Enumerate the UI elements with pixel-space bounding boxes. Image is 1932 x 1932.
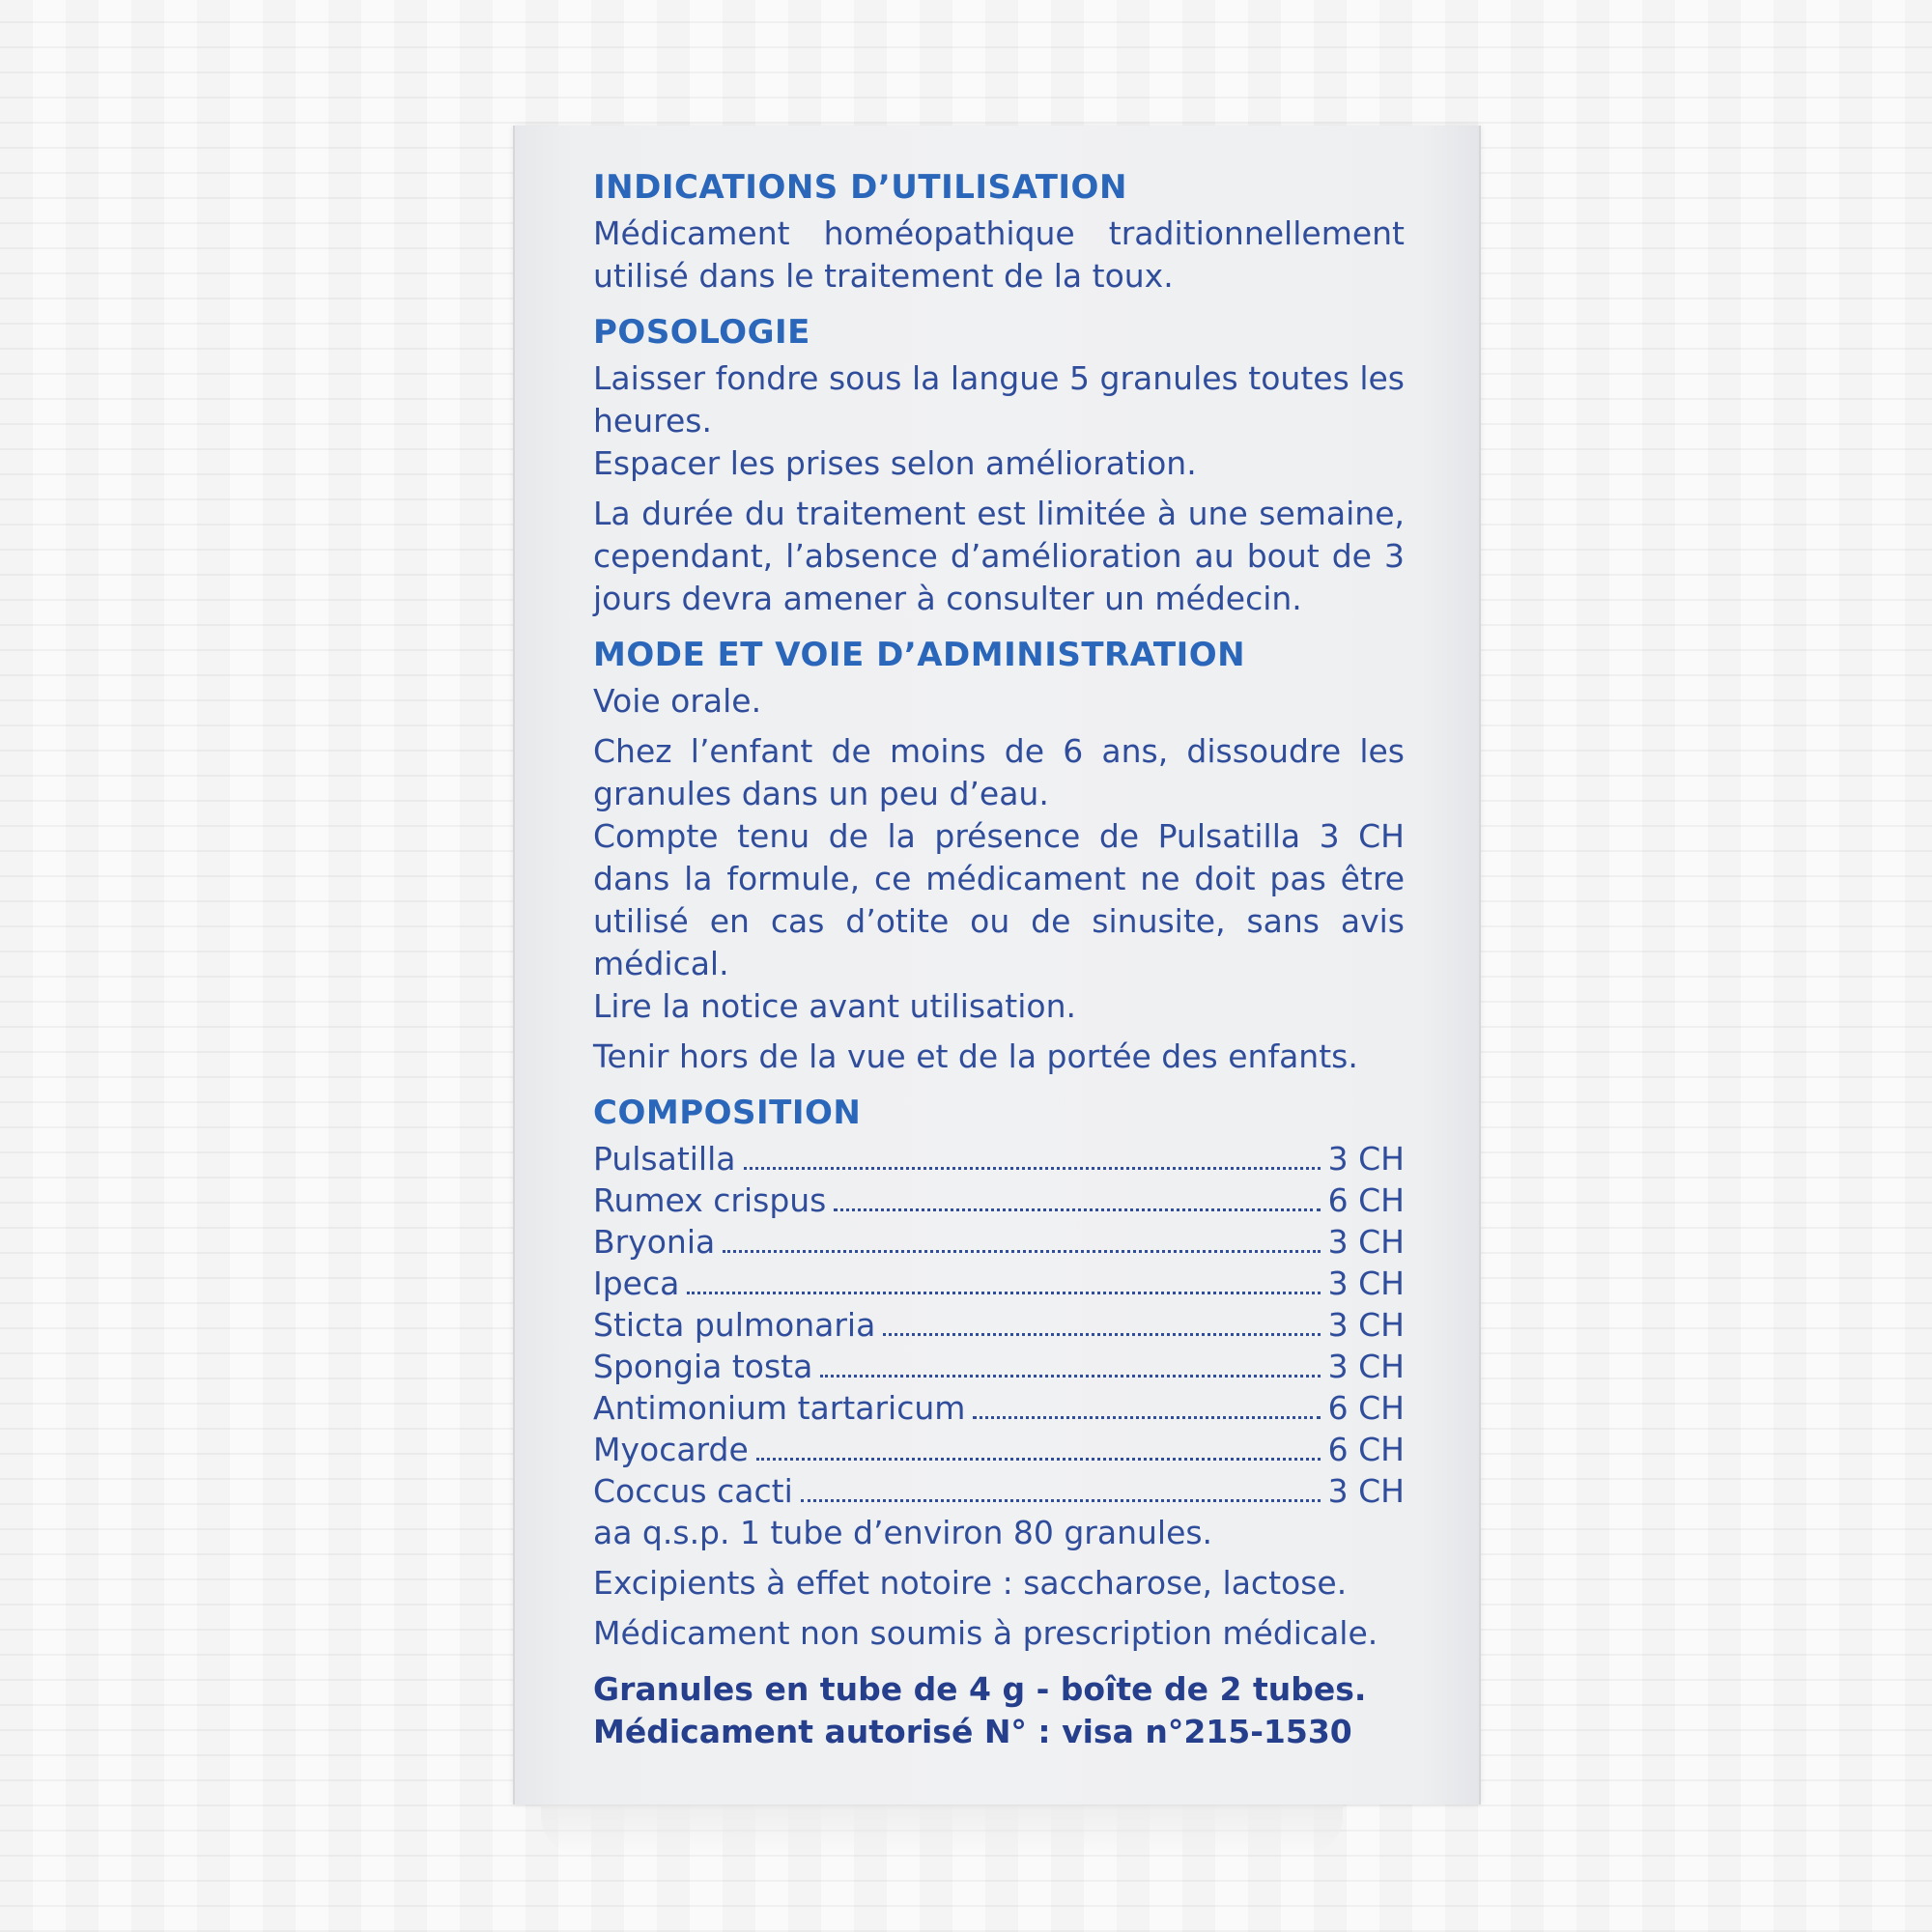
packaging-text: Granules en tube de 4 g - boîte de 2 tubes.	[593, 1670, 1367, 1708]
leader-dots	[834, 1208, 1320, 1211]
excipients-text: Excipients à effet notoire : saccharose, lactose.	[593, 1564, 1348, 1602]
mode-warning-text: Compte tenu de la présence de Pulsatilla 3 CH dans la formule, ce médicament ne doit pas être utilisé en cas d’otite ou de sinusite, sans avis médical.	[593, 817, 1405, 982]
leader-dots	[756, 1458, 1321, 1461]
ingredient-dose: 6 CH	[1327, 1389, 1405, 1427]
ingredient-name: Spongia tosta	[593, 1348, 813, 1385]
composition-row	[593, 1138, 1405, 1179]
posologie-heading: POSOLOGIE	[593, 313, 810, 352]
ingredient-name: Coccus cacti	[593, 1472, 793, 1510]
leader-dots	[883, 1333, 1320, 1336]
ingredient-name: Myocarde	[593, 1431, 749, 1468]
leader-dots	[801, 1499, 1321, 1502]
ingredient-dose: 3 CH	[1327, 1472, 1405, 1510]
composition-row	[593, 1387, 1405, 1429]
leader-dots	[687, 1292, 1320, 1294]
composition-row	[593, 1221, 1405, 1263]
prescription-status-text: Médicament non soumis à prescription médicale.	[593, 1614, 1378, 1652]
ingredient-dose: 3 CH	[1327, 1306, 1405, 1344]
ingredient-dose: 6 CH	[1327, 1181, 1405, 1219]
ingredient-dose: 3 CH	[1327, 1140, 1405, 1178]
posologie-duration-text: La durée du traitement est limitée à une semaine, cependant, l’absence d’amélioration au bout de 3 jours devra amener à consulter un médecin.	[593, 495, 1405, 617]
composition-list	[593, 1138, 1405, 1512]
composition-row	[593, 1304, 1405, 1346]
composition-qsp-text: aa q.s.p. 1 tube d’environ 80 granules.	[593, 1514, 1213, 1551]
composition-row	[593, 1179, 1405, 1221]
leader-dots	[744, 1167, 1321, 1170]
posologie-dose-text: Laisser fondre sous la langue 5 granules toutes les heures.	[593, 359, 1405, 440]
composition-heading: COMPOSITION	[593, 1094, 862, 1132]
leader-dots	[723, 1250, 1320, 1253]
ingredient-dose: 3 CH	[1327, 1348, 1405, 1385]
ingredient-dose: 3 CH	[1327, 1223, 1405, 1261]
mode-keep-away-text: Tenir hors de la vue et de la portée des enfants.	[593, 1037, 1358, 1075]
ingredient-name: Sticta pulmonaria	[593, 1306, 876, 1344]
leader-dots	[973, 1416, 1320, 1419]
box-bottom-flap	[541, 1797, 1343, 1855]
ingredient-name: Antimonium tartaricum	[593, 1389, 966, 1427]
mode-route-text: Voie orale.	[593, 682, 762, 720]
indications-heading: INDICATIONS D’UTILISATION	[593, 168, 1127, 207]
mode-read-notice-text: Lire la notice avant utilisation.	[593, 987, 1077, 1025]
posologie-spacing-text: Espacer les prises selon amélioration.	[593, 444, 1197, 482]
ingredient-dose: 6 CH	[1327, 1431, 1405, 1468]
ingredient-name: Pulsatilla	[593, 1140, 736, 1178]
mode-heading: MODE ET VOIE D’ADMINISTRATION	[593, 636, 1246, 674]
leaflet-text	[593, 166, 1405, 1753]
composition-row	[593, 1470, 1405, 1512]
ingredient-dose: 3 CH	[1327, 1264, 1405, 1302]
composition-row	[593, 1429, 1405, 1470]
indications-text: Médicament homéopathique traditionnellement utilisé dans le traitement de la toux.	[593, 214, 1405, 295]
leader-dots	[820, 1375, 1320, 1378]
composition-row	[593, 1346, 1405, 1387]
mode-children-text: Chez l’enfant de moins de 6 ans, dissoudre les granules dans un peu d’eau.	[593, 732, 1405, 812]
ingredient-name: Ipeca	[593, 1264, 680, 1302]
composition-row	[593, 1263, 1405, 1304]
ingredient-name: Bryonia	[593, 1223, 716, 1261]
authorization-text: Médicament autorisé N° : visa n°215-1530	[593, 1713, 1352, 1750]
ingredient-name: Rumex crispus	[593, 1181, 827, 1219]
